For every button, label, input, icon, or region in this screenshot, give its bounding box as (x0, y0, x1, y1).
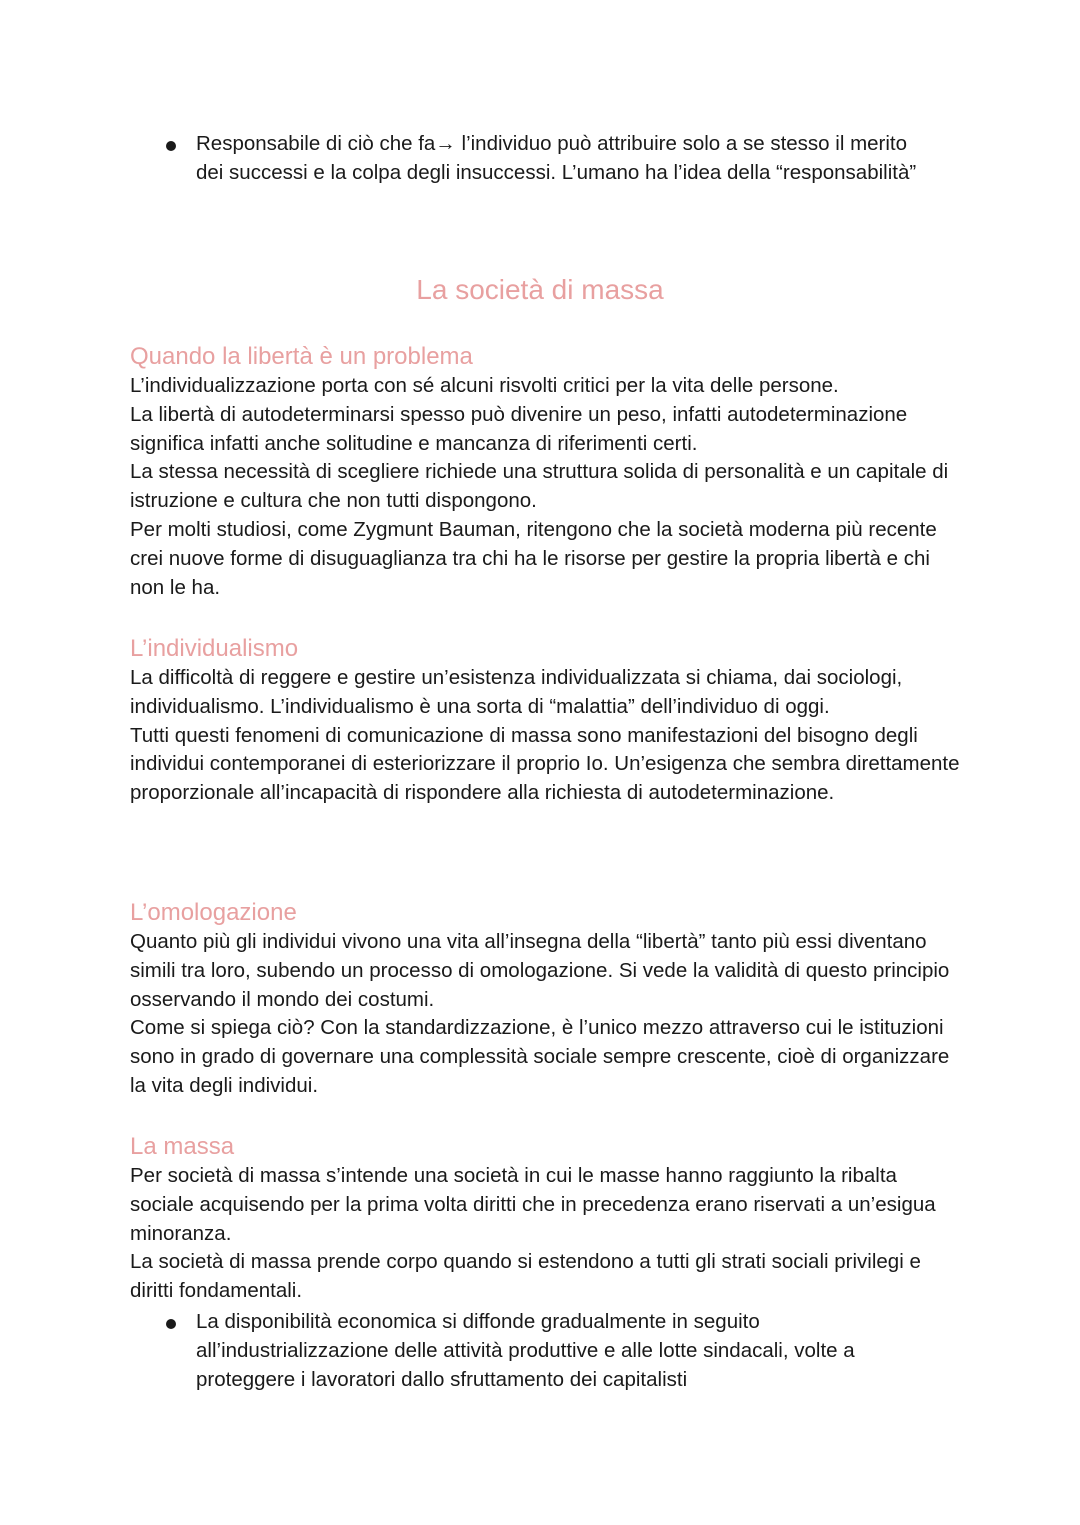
paragraph: La stessa necessità di scegliere richiede una struttura solida di personalità e un capitale di istruzione e cultura che non tutti dispongono. (130, 460, 949, 513)
paragraph: L’individualizzazione porta con sé alcuni risvolti critici per la vita delle persone. (130, 374, 839, 397)
section-individualismo (130, 634, 960, 808)
intro-bullet-text: Responsabile di ciò che fa→ l’individuo può attribuire solo a se stesso il merito dei successi e la colpa degli insuccessi. L’umano ha l’idea della “responsabilità” (196, 132, 917, 184)
bullet-dot (166, 1319, 176, 1329)
section-heading: L’individualismo (130, 635, 299, 662)
paragraph: Per molti studiosi, come Zygmunt Bauman, ritengono che la società moderna più recente crei nuove forme di disuguaglianza tra chi ha le risorse per gestire la propria libertà e chi non le ha. (130, 517, 937, 599)
paragraph: Come si spiega ciò? Con la standardizzazione, è l’unico mezzo attraverso cui le istituzioni sono in grado di governare una complessità sociale sempre crescente, cioè di organizzare la vita degli individui. (130, 1016, 950, 1097)
bullet-dot (166, 141, 176, 151)
section-liberta (130, 342, 960, 602)
paragraph: La società di massa prende corpo quando si estendono a tutti gli strati sociali privilegi e diritti fondamentali. (130, 1250, 921, 1303)
paragraph: Per società di massa s’intende una società in cui le masse hanno raggiunto la ribalta sociale acquisendo per la prima volta diritti che in precedenza erano riservati a un’esigua minoranza. (130, 1164, 936, 1245)
section-omologazione (130, 898, 960, 1101)
closing-bullet (160, 1308, 930, 1394)
section-massa (130, 1132, 960, 1306)
intro-bullet (160, 130, 920, 188)
paragraph: La difficoltà di reggere e gestire un’esistenza individualizzata si chiama, dai sociologi, individualismo. L’individualismo è una sorta di “malattia” dell’individuo di oggi. (130, 666, 903, 718)
paragraph: Quanto più gli individui vivono una vita all’insegna della “libertà” tanto più essi diventano simili tra loro, subendo un processo di omologazione. Si vede la validità di questo principio osservando il mondo dei costumi. (130, 930, 950, 1011)
closing-bullet-text: La disponibilità economica si diffonde gradualmente in seguito all’industrializzazione delle attività produttive e alle lotte sindacali, volte a proteggere i lavoratori dallo sfruttamento dei capitalisti (196, 1310, 855, 1391)
section-heading: Quando la libertà è un problema (130, 343, 473, 370)
paragraph: La libertà di autodeterminarsi spesso può divenire un peso, infatti autodeterminazione significa infatti anche solitudine e mancanza di riferimenti certi. (130, 402, 908, 455)
paragraph: Tutti questi fenomeni di comunicazione di massa sono manifestazioni del bisogno degli individui contemporanei di esteriorizzare il proprio Io. Un’esigenza che sembra direttamente proporzionale all’incapacità di rispondere alla richiesta di autodeterminazione. (130, 723, 960, 805)
document-title: La società di massa (416, 274, 664, 305)
section-heading: L’omologazione (130, 899, 297, 926)
section-heading: La massa (130, 1133, 235, 1160)
